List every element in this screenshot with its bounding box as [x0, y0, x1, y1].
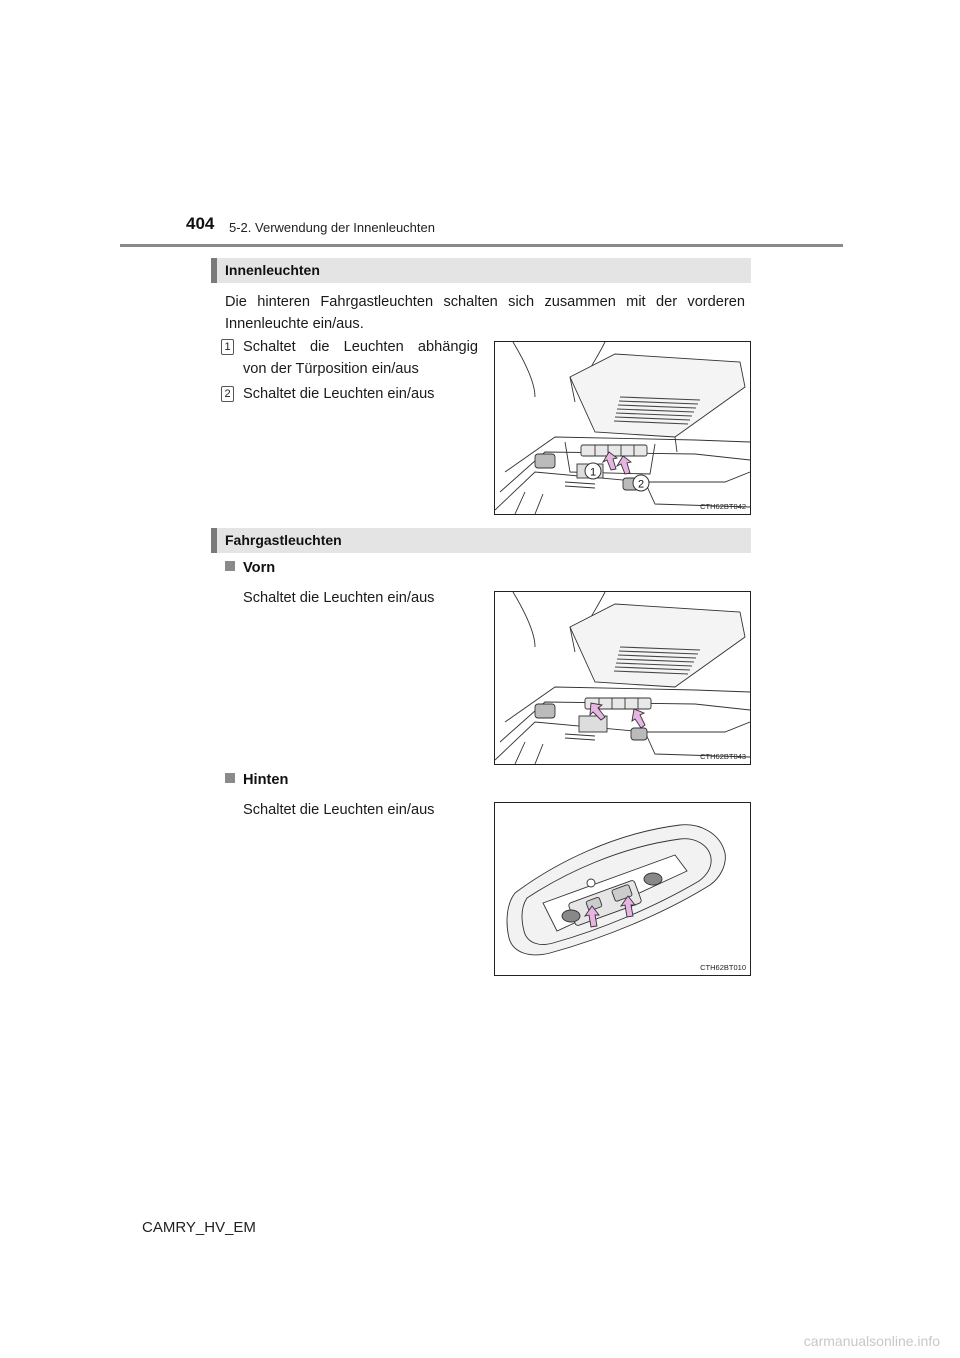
- item-badge-2: 2: [221, 386, 234, 402]
- square-bullet-icon: [225, 773, 235, 783]
- header-rule: [120, 244, 843, 247]
- section-title: Fahrgastleuchten: [225, 532, 342, 548]
- figure-front-passenger-lights: [494, 591, 751, 765]
- rear-lights-illustration: [495, 803, 750, 975]
- figure-overhead-console-interior: [494, 341, 751, 515]
- figure-code: CTH62BT042: [700, 502, 746, 511]
- footer-doc-code: CAMRY_HV_EM: [142, 1219, 256, 1236]
- item-2-line-1: Schaltet die Leuchten ein/aus: [243, 386, 435, 402]
- section-title: Innenleuchten: [225, 262, 320, 278]
- intro-line-1: Die hinteren Fahrgastleuchten schalten sich zusammen mit der vorderen: [225, 294, 745, 310]
- figure-code: CTH62BT010: [700, 963, 746, 972]
- subhead-hinten: [225, 772, 288, 788]
- page-number: 404: [186, 214, 215, 233]
- figure-code: CTH62BT043: [700, 752, 746, 761]
- overhead-console-illustration: [495, 342, 750, 514]
- callout-1: 1: [590, 466, 597, 479]
- subhead-label: Vorn: [243, 560, 276, 576]
- callout-2: 2: [638, 478, 645, 491]
- item-1-line-1: Schaltet die Leuchten abhängig: [243, 339, 478, 355]
- front-description: Schaltet die Leuchten ein/aus: [243, 590, 435, 606]
- running-head: 5-2. Verwendung der Innenleuchten: [229, 220, 435, 235]
- item-1-line-2: von der Türposition ein/aus: [243, 361, 419, 377]
- section-bar-innenleuchten: [211, 258, 751, 283]
- front-lights-illustration: [495, 592, 750, 764]
- square-bullet-icon: [225, 561, 235, 571]
- item-badge-1: 1: [221, 339, 234, 355]
- subhead-vorn: [225, 560, 275, 576]
- figure-rear-passenger-lights: [494, 802, 751, 976]
- intro-line-2: Innenleuchte ein/aus.: [225, 316, 364, 332]
- rear-description: Schaltet die Leuchten ein/aus: [243, 802, 435, 818]
- subhead-label: Hinten: [243, 772, 289, 788]
- watermark: carmanualsonline.info: [803, 1333, 940, 1349]
- section-bar-fahrgastleuchten: [211, 528, 751, 553]
